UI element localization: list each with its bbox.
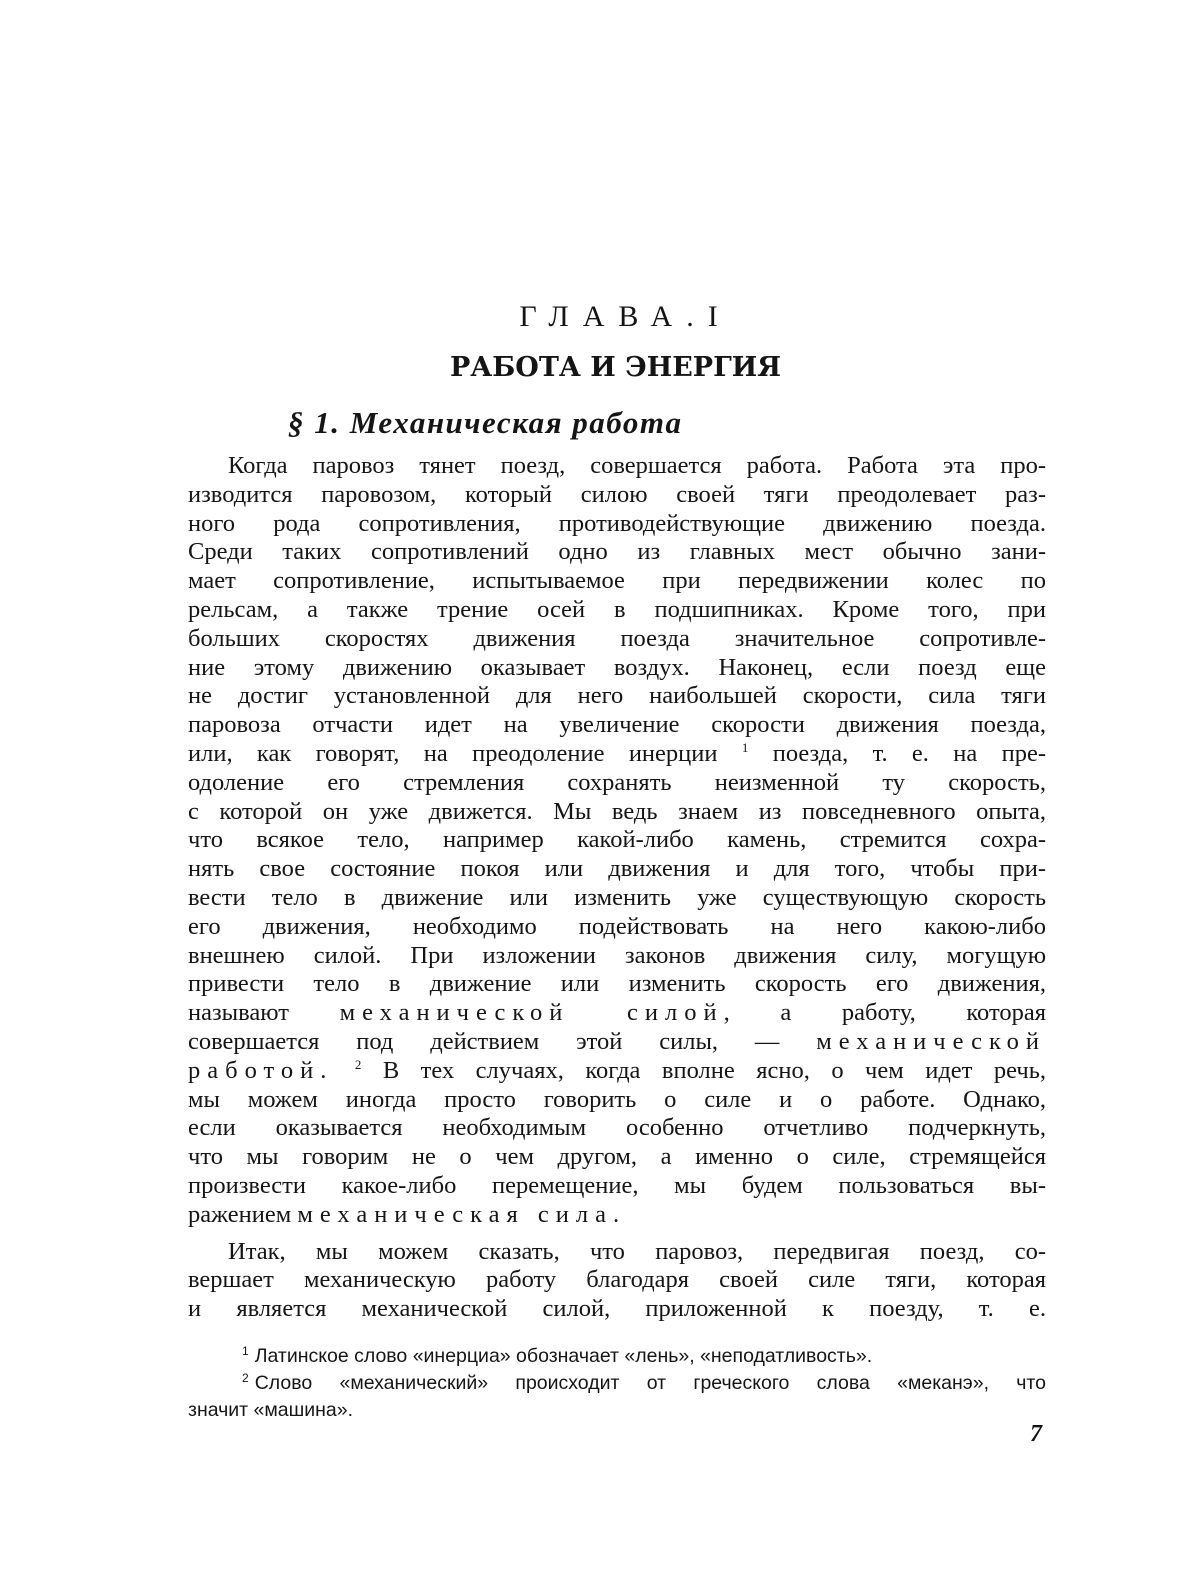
text-line: [188, 999, 1046, 1028]
text-line: рельсам, а также трение осей в подшипниках. Кроме того, при: [188, 595, 1046, 623]
text-line: больших скоростях движения поезда значительное сопротивле-: [188, 624, 1046, 652]
paragraph-2: [188, 1238, 1046, 1324]
text-line: Когда паровоз тянет поезд, совершается работа. Работа эта про-: [228, 452, 1046, 479]
text-line: вершает механическую работу благодаря своей силе тяги, которая: [188, 1266, 1046, 1294]
text-run: ражением: [188, 1200, 292, 1228]
paragraph-1: [188, 452, 1046, 1230]
spaced-term: механическая сила: [297, 1200, 613, 1228]
text-line: внешнею силой. При изложении законов движения силу, могущую: [188, 941, 1046, 969]
spaced-term: работой.: [188, 1056, 334, 1084]
text-line: мы можем иногда просто говорить о силе и о работе. Однако,: [188, 1085, 1046, 1113]
text-line: что всякое тело, например какой-либо камень, стремится сохра-: [188, 826, 1046, 854]
text-line: одоление его стремления сохранять неизменной ту скорость,: [188, 768, 1046, 796]
text-run: , а работу, которая: [723, 999, 1046, 1027]
text-line: привести тело в движение или изменить скорость его движения,: [188, 970, 1046, 998]
text-line: произвести какое-либо перемещение, мы будем пользоваться вы-: [188, 1171, 1046, 1199]
footnote-mark: 2: [242, 1370, 249, 1385]
text-line: если оказывается необходимым особенно отчетливо подчеркнуть,: [188, 1114, 1046, 1142]
spaced-term: механической силой: [339, 999, 724, 1027]
text-line: [188, 1201, 1046, 1230]
footnote-1: [188, 1343, 1046, 1370]
text-line: [188, 1028, 1046, 1057]
text-line: что мы говорим не о чем другом, а именно о силе, стремящейся: [188, 1143, 1046, 1171]
text-run: В тех случаях, когда вполне ясно, о чем идет речь,: [382, 1056, 1046, 1084]
footnote-text: Слово «механический» происходит от греческого слова «меканэ», что: [254, 1372, 1046, 1394]
footnote-text: Латинское слово «инерциа» обозначает «лень», «неподатливость».: [254, 1345, 873, 1367]
footnote-ref-2: 2: [354, 1056, 362, 1072]
chapter-title: РАБОТА И ЭНЕРГИЯ: [449, 352, 782, 383]
footnote-2: [188, 1370, 1046, 1397]
text-line: [188, 740, 1046, 769]
text-line: с которой он уже движется. Мы ведь знаем из повседневного опыта,: [188, 797, 1046, 825]
text-line: изводится паровозом, который силою своей тяги преодолевает раз-: [188, 480, 1046, 508]
text-run: называют: [188, 999, 289, 1027]
text-line: Среди таких сопротивлений одно из главных мест обычно зани-: [188, 538, 1046, 566]
body-text: [188, 452, 1046, 1332]
page-number: 7: [1030, 1421, 1042, 1447]
text-line: мает сопротивление, испытываемое при передвижении колес по: [188, 567, 1046, 595]
text-line: Итак, мы можем сказать, что паровоз, передвигая поезд, со-: [228, 1237, 1046, 1265]
text-line: [188, 1057, 1046, 1086]
footnote-mark: 1: [242, 1343, 249, 1358]
text-line: ного рода сопротивления, противодействующие движению поезда.: [188, 509, 1046, 537]
text-line: и является механической силой, приложенной к поезду, т. е.: [188, 1295, 1046, 1323]
text-run: поезда, т. е. на пре-: [772, 739, 1046, 767]
chapter-label: ГЛАВА.I: [519, 300, 732, 333]
text-line: вести тело в движение или изменить уже существующую скорость: [188, 883, 1046, 911]
text-run: .: [613, 1200, 620, 1228]
footnote-2-continuation: значит «машина».: [188, 1399, 354, 1421]
text-line: нять свое состояние покоя или движения и для того, чтобы при-: [188, 855, 1046, 883]
text-run: совершается под действием этой силы, —: [188, 1027, 780, 1055]
footnotes: [188, 1343, 1046, 1424]
spaced-term: механической: [816, 1027, 1046, 1055]
text-line: ние этому движению оказывает воздух. Наконец, если поезд еще: [188, 653, 1046, 681]
text-line: его движения, необходимо подействовать на него какою-либо: [188, 912, 1046, 940]
text-run: или, как говорят, на преодоление инерции: [188, 739, 718, 767]
section-title: § 1. Механическая работа: [288, 405, 683, 440]
text-line: не достиг установленной для него наибольшей скорости, сила тяги: [188, 682, 1046, 710]
footnote-ref-1: 1: [741, 739, 749, 755]
text-line: паровоза отчасти идет на увеличение скорости движения поезда,: [188, 711, 1046, 739]
